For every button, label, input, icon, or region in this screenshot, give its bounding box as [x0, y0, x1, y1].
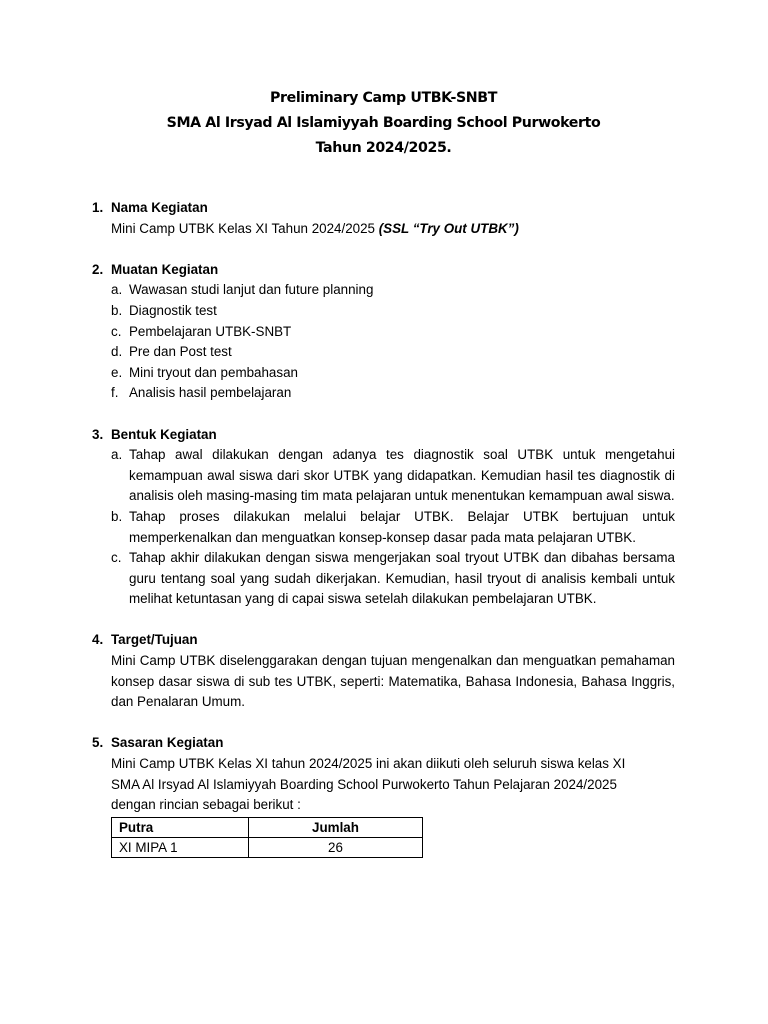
list-item [111, 322, 675, 343]
list-marker: a. [111, 447, 123, 463]
paragraph-line: Mini Camp UTBK Kelas XI tahun 2024/2025 ini akan diikuti oleh seluruh siswa kelas XI [111, 756, 626, 772]
activity-name: Mini Camp UTBK Kelas XI Tahun 2024/2025 [111, 220, 379, 236]
section-title: Target/Tujuan [111, 632, 198, 648]
table-row [112, 837, 423, 857]
document-content [92, 198, 675, 858]
list-marker: b. [111, 508, 123, 524]
list-marker: f. [111, 385, 119, 401]
header-title: Preliminary Camp UTBK-SNBT [270, 90, 497, 106]
list-item [111, 280, 675, 301]
section-muatan-kegiatan [92, 260, 675, 404]
header-year: Tahun 2024/2025. [315, 140, 452, 156]
paragraph-line: dengan rincian sebagai berikut : [111, 797, 301, 813]
section-title: Bentuk Kegiatan [111, 426, 217, 442]
table-cell-count: 26 [249, 837, 423, 857]
document-header [92, 86, 675, 161]
section-body [111, 280, 675, 404]
column-header-jumlah: Jumlah [249, 817, 423, 837]
list-text: Pre dan Post test [129, 344, 232, 360]
table-cell-class: XI MIPA 1 [112, 837, 249, 857]
content-list [111, 280, 675, 404]
list-item [111, 363, 675, 384]
list-marker: c. [111, 323, 122, 339]
activity-subtitle: (SSL “Try Out UTBK”) [378, 220, 519, 236]
list-marker: b. [111, 302, 123, 318]
participants-table [111, 817, 423, 858]
section-number: 2. [92, 261, 104, 277]
section-sasaran-kegiatan [92, 733, 675, 857]
section-title: Nama Kegiatan [111, 200, 208, 215]
list-text: Tahap proses dilakukan melalui belajar UTBK. Belajar UTBK bertujuan untuk memperkenalkan dan menguatkan konsep-konsep dasar pada mata pelajaran UTBK. [129, 508, 675, 545]
section-number: 5. [92, 735, 104, 751]
section-body [111, 754, 675, 858]
section-heading [92, 630, 675, 651]
paragraph [111, 219, 675, 240]
section-heading [92, 425, 675, 446]
list-text: Tahap akhir dilakukan dengan siswa mengerjakan soal tryout UTBK dan dibahas bersama guru tentang soal yang sudah dikerjakan. Kemudian, hasil tryout di analisis kembali untuk melihat ketuntasan yang di capai siswa setelah dilakukan pembelajaran UTBK. [129, 550, 675, 607]
paragraph: Mini Camp UTBK diselenggarakan dengan tujuan mengenalkan dan menguatkan pemahaman konsep dasar siswa di sub tes UTBK, seperti: Matematika, Bahasa Indonesia, Bahasa Inggris, dan Penalaran Umum. [111, 653, 675, 710]
list-marker: c. [111, 550, 122, 566]
list-item [111, 507, 675, 548]
section-body [111, 651, 675, 713]
content-list [111, 445, 675, 610]
list-text: Diagnostik test [129, 302, 217, 318]
list-marker: d. [111, 344, 123, 360]
list-text: Mini tryout dan pembahasan [129, 364, 298, 380]
list-item [111, 548, 675, 610]
header-school: SMA Al Irsyad Al Islamiyyah Boarding School Purwokerto [166, 115, 601, 131]
list-item [111, 342, 675, 363]
list-item [111, 301, 675, 322]
list-marker: a. [111, 282, 123, 298]
section-title: Muatan Kegiatan [111, 261, 219, 277]
list-text: Wawasan studi lanjut dan future planning [129, 282, 374, 298]
section-heading [92, 198, 675, 219]
list-marker: e. [111, 364, 123, 380]
column-header-putra: Putra [112, 817, 249, 837]
section-number: 3. [92, 426, 104, 442]
section-number: 1. [92, 200, 104, 215]
section-nama-kegiatan [92, 198, 675, 239]
section-heading [92, 733, 675, 754]
section-body [111, 445, 675, 610]
paragraph-line: SMA Al Irsyad Al Islamiyyah Boarding School Purwokerto Tahun Pelajaran 2024/2025 [111, 776, 617, 792]
section-body [111, 219, 675, 240]
section-heading [92, 260, 675, 281]
section-title: Sasaran Kegiatan [111, 735, 224, 751]
table-header-row [112, 817, 423, 837]
section-number: 4. [92, 632, 104, 648]
section-target-tujuan [92, 630, 675, 712]
section-bentuk-kegiatan [92, 425, 675, 610]
list-item [111, 445, 675, 507]
list-text: Analisis hasil pembelajaran [129, 385, 292, 401]
list-text: Pembelajaran UTBK-SNBT [129, 323, 292, 339]
list-text: Tahap awal dilakukan dengan adanya tes diagnostik soal UTBK untuk mengetahui kemampuan awal siswa dari skor UTBK yang didapatkan. Kemudian hasil tes diagnostik di analisis oleh masing-masing tim mata pelajaran untuk menentukan kemampuan awal siswa. [129, 447, 675, 504]
list-item [111, 383, 675, 404]
